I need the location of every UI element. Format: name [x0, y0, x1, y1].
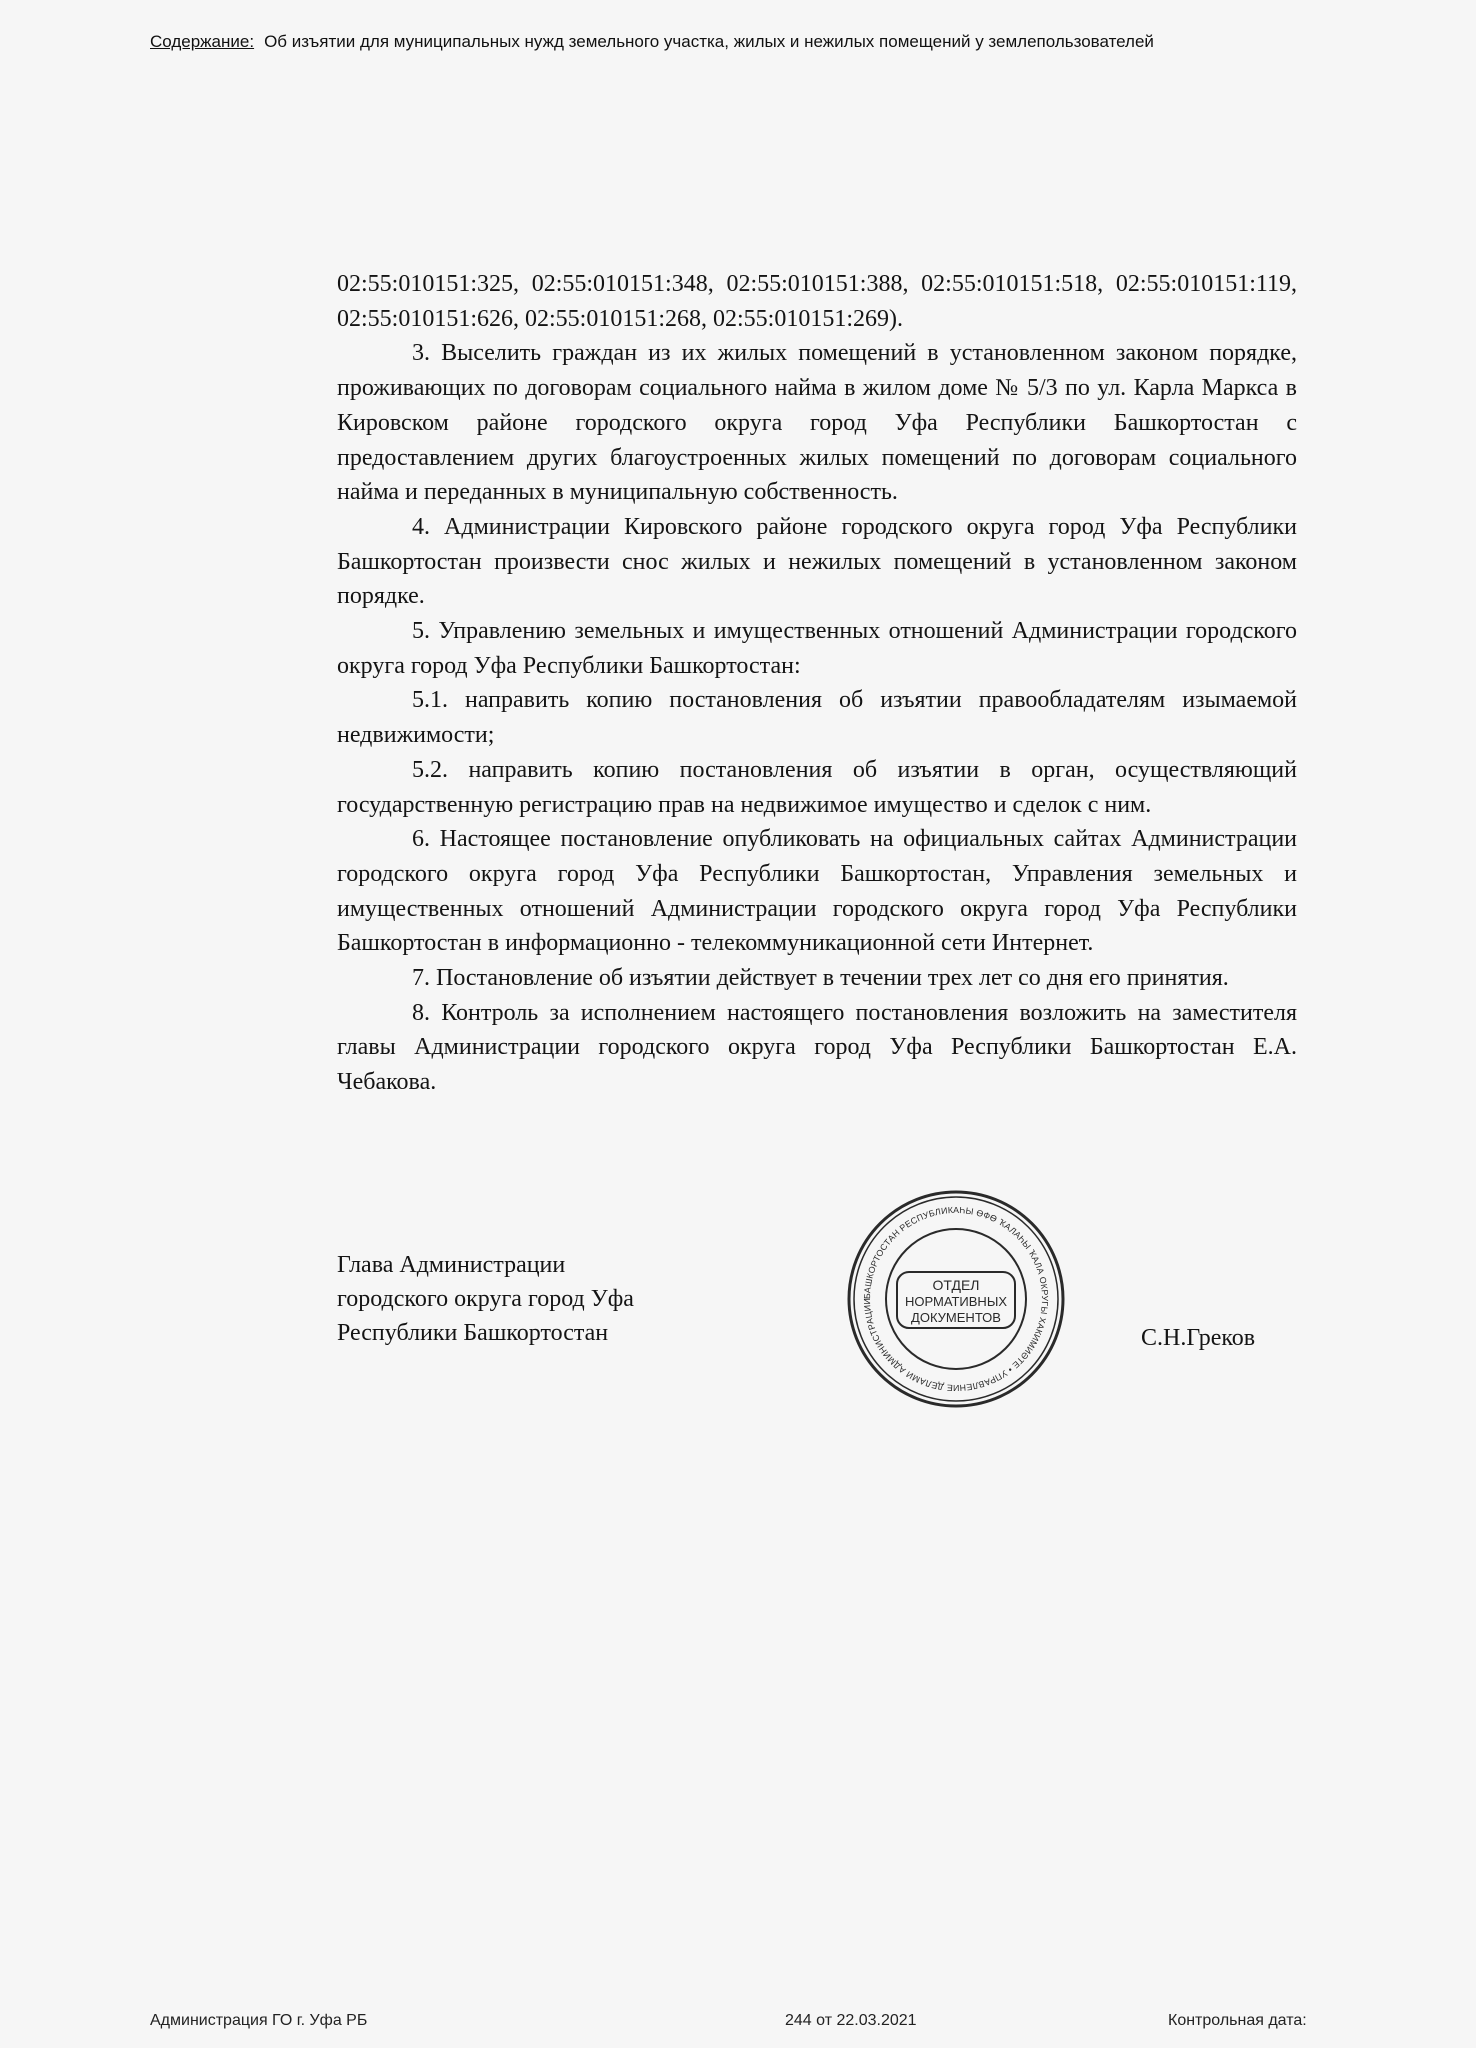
paragraph-3: 3. Выселить граждан из их жилых помещений в установленном законом порядке, проживающих по договорам социального найма в жилом доме № 5/3 по ул. Карла Маркса в Кировском районе городского округа город Уфа Республики Башкортостан с предоставлением других благоустроенных жилых помещений по договорам социального найма и переданных в муниципальную собственность. [337, 340, 1297, 506]
signature-title-line-3: Республики Башкортостан [337, 1320, 609, 1346]
signature-title-line-2: городского округа город Уфа [337, 1286, 634, 1312]
official-stamp [845, 1188, 1067, 1410]
signature-block [337, 1248, 837, 1350]
paragraph-4: 4. Администрации Кировского районе городского округа город Уфа Республики Башкортостан произвести снос жилых и нежилых помещений в установленном законом порядке. [337, 513, 1297, 610]
document-header [150, 32, 1370, 52]
paragraph-cadastral-continuation: 02:55:010151:325, 02:55:010151:348, 02:55:010151:388, 02:55:010151:518, 02:55:010151:119, 02:55:010151:626, 02:55:010151:268, 02:55:010151:269). [337, 271, 1297, 332]
footer-document-number: 244 от 22.03.2021 [785, 2012, 917, 2029]
paragraph-5-1: 5.1. направить копию постановления об изъятии правообладателям изымаемой недвижимости; [337, 687, 1297, 749]
signer-name: С.Н.Греков [1141, 1325, 1256, 1351]
stamp-center-line-3: ДОКУМЕНТОВ [911, 1310, 1001, 1325]
stamp-seal-graphic [845, 1188, 1067, 1410]
paragraph-8: 8. Контроль за исполнением настоящего постановления возложить на заместителя главы Администрации городского округа город Уфа Республики Башкортостан Е.А. Чебакова. [337, 999, 1297, 1096]
footer-control-date: Контрольная дата: [1168, 2012, 1307, 2029]
paragraph-5: 5. Управлению земельных и имущественных отношений Администрации городского округа город Уфа Республики Башкортостан: [337, 618, 1297, 679]
stamp-center-line-2: НОРМАТИВНЫХ [904, 1294, 1008, 1309]
document-body [337, 267, 1297, 1100]
header-subject: Об изъятии для муниципальных нужд земельного участка, жилых и нежилых помещений у землепользователей [264, 32, 1154, 51]
footer-organization: Администрация ГО г. Уфа РБ [150, 2012, 368, 2029]
paragraph-6: 6. Настоящее постановление опубликовать на официальных сайтах Администрации городского округа город Уфа Республики Башкортостан, Управления земельных и имущественных отношений Администрации городского округа город Уфа Республики Башкортостан в информационно - телекоммуникационной сети Интернет. [337, 826, 1297, 957]
signature-title-line-1: Глава Администрации [337, 1252, 566, 1278]
paragraph-5-2: 5.2. направить копию постановления об изъятии в орган, осуществляющий государственную регистрацию прав на недвижимое имущество и сделок с ним. [337, 756, 1297, 818]
stamp-ring-text: БАШКОРТОСТАН РЕСПУБЛИКАҺЫ ӨФӨ ҠАЛАҺЫ ҠАЛА ОКРУГЫ ХАКИМИӘТЕ • УПРАВЛЕНИЕ ДЕЛАМИ АДМИНИСТРАЦИИ [861, 1204, 1051, 1394]
header-label: Содержание: [150, 32, 255, 51]
paragraph-7: 7. Постановление об изъятии действует в течении трех лет со дня его принятия. [412, 965, 1229, 992]
stamp-center-line-1: ОТДЕЛ [932, 1277, 980, 1293]
